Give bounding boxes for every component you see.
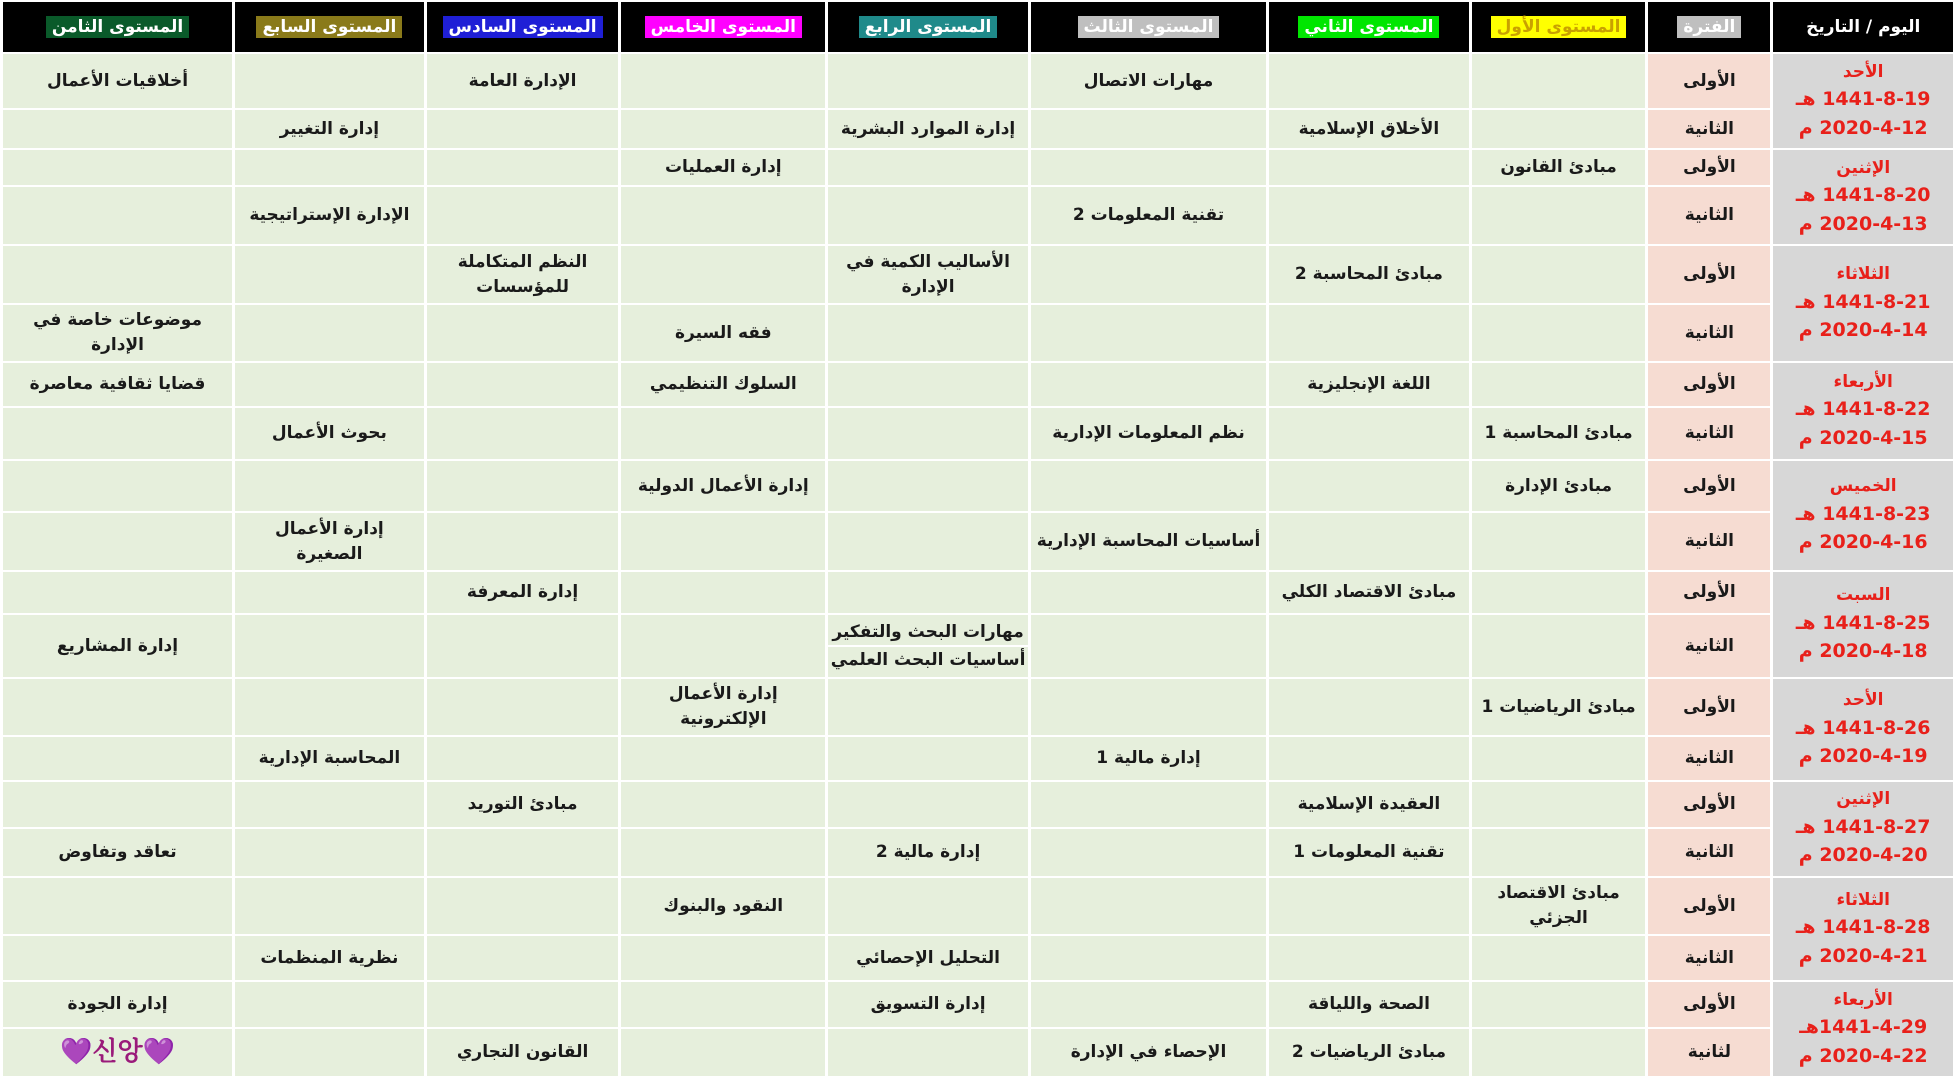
course-cell-level-2 (1269, 54, 1469, 108)
course-cell-level-6: الإدارة العامة (427, 54, 619, 108)
course-cell-level-2: تقنية المعلومات 1 (1269, 829, 1469, 876)
course-cell-level-5 (621, 615, 825, 677)
course-cell-level-3 (1031, 936, 1266, 980)
course-cell-level-2 (1269, 679, 1469, 735)
gregorian-date: 2020-4-14 م (1798, 319, 1928, 342)
course-cell-level-7 (235, 305, 424, 361)
period-cell: الأولى (1648, 878, 1770, 934)
course-cell-level-1 (1472, 572, 1646, 613)
date-cell (1773, 363, 1953, 459)
course-cell-level-2: مبادئ الاقتصاد الكلي (1269, 572, 1469, 613)
period-cell: الثانية (1648, 829, 1770, 876)
course-cell-level-3: إدارة مالية 1 (1031, 737, 1266, 779)
course-cell-level-1 (1472, 54, 1646, 108)
table-row (3, 408, 1953, 460)
course-cell-level-4 (828, 408, 1028, 460)
course-cell-level-5: إدارة العمليات (621, 150, 825, 185)
table-row (3, 572, 1953, 613)
header-level-2 (1269, 2, 1469, 52)
day-name: الثلاثاء (1836, 889, 1890, 910)
course-cell-level-4 (828, 363, 1028, 405)
hijri-date: 1441-8-28 هـ (1795, 916, 1931, 939)
course-cell-level-1 (1472, 615, 1646, 677)
course-cell-level-7 (235, 150, 424, 185)
table-row (3, 187, 1953, 244)
period-cell: لثانية (1648, 1029, 1770, 1076)
day-name: الأحد (1842, 61, 1884, 82)
course-cell-level-5 (621, 54, 825, 108)
course-cell-level-8 (3, 679, 232, 735)
header-period (1648, 2, 1770, 52)
course-cell-level-8: إدارة المشاريع (3, 615, 232, 677)
course-cell-level-5 (621, 829, 825, 876)
course-cell-level-1 (1472, 363, 1646, 405)
course-cell-level-1 (1472, 936, 1646, 980)
course-cell-level-2 (1269, 737, 1469, 779)
course-cell-level-4 (828, 782, 1028, 827)
table-row (3, 782, 1953, 827)
course-cell-level-5 (621, 187, 825, 244)
course-cell-level-1 (1472, 1029, 1646, 1076)
period-cell: الأولى (1648, 679, 1770, 735)
table-row (3, 982, 1953, 1028)
gregorian-date: 2020-4-20 م (1798, 844, 1928, 867)
course-cell-level-7 (235, 461, 424, 511)
course-cell-level-1 (1472, 513, 1646, 569)
course-cell-level-5: السلوك التنظيمي (621, 363, 825, 405)
gregorian-date: 2020-4-18 م (1798, 640, 1928, 663)
course-cell-level-7 (235, 363, 424, 405)
header-level-1 (1472, 2, 1646, 52)
table-row (3, 305, 1953, 361)
period-cell: الأولى (1648, 150, 1770, 185)
gregorian-date: 2020-4-22 م (1798, 1044, 1928, 1067)
course-cell-level-6 (427, 408, 619, 460)
course-cell-level-6 (427, 110, 619, 148)
table-row (3, 54, 1953, 108)
course-cell-level-4 (828, 572, 1028, 613)
header-level-5-label: المستوى الخامس (645, 16, 802, 38)
table-row (3, 829, 1953, 876)
table-row (3, 110, 1953, 148)
course-cell-level-4: إدارة مالية 2 (828, 829, 1028, 876)
course-cell-level-2 (1269, 878, 1469, 934)
course-cell-level-5 (621, 408, 825, 460)
course-cell-level-4 (828, 737, 1028, 779)
course-cell-level-3 (1031, 461, 1266, 511)
header-level-5 (621, 2, 825, 52)
day-name: الإثنين (1836, 789, 1891, 810)
table-row (3, 363, 1953, 405)
course-cell-level-4 (828, 615, 1028, 677)
date-cell (1773, 572, 1953, 677)
course-cell-level-4 (828, 54, 1028, 108)
course-cell-level-4 (828, 461, 1028, 511)
course-cell-level-5: فقه السيرة (621, 305, 825, 361)
course-cell-level-3 (1031, 829, 1266, 876)
table-row (3, 936, 1953, 980)
period-cell: الأولى (1648, 572, 1770, 613)
header-level-3-label: المستوى الثالث (1078, 16, 1220, 38)
course-cell-level-8: موضوعات خاصة في الإدارة (3, 305, 232, 361)
header-level-7-label: المستوى السابع (256, 16, 402, 38)
course-cell-level-8 (3, 110, 232, 148)
header-row (3, 2, 1953, 52)
course-cell-level-7 (235, 572, 424, 613)
course-cell-level-4 (828, 878, 1028, 934)
header-level-7 (235, 2, 424, 52)
course-cell-level-7 (235, 246, 424, 302)
day-name: الإثنين (1836, 157, 1891, 178)
course-cell-level-8 (3, 1029, 232, 1076)
period-cell: الثانية (1648, 187, 1770, 244)
course-cell-level-4: إدارة الموارد البشرية (828, 110, 1028, 148)
course-cell-level-4: التحليل الإحصائي (828, 936, 1028, 980)
course-cell-level-6 (427, 461, 619, 511)
course-cell-level-6 (427, 982, 619, 1028)
course-cell-level-1 (1472, 737, 1646, 779)
table-row (3, 878, 1953, 934)
table-row (3, 246, 1953, 302)
course-cell-level-8 (3, 408, 232, 460)
course-cell-level-2 (1269, 408, 1469, 460)
course-cell-level-7: نظرية المنظمات (235, 936, 424, 980)
course-cell-level-5 (621, 572, 825, 613)
course-cell-level-2: اللغة الإنجليزية (1269, 363, 1469, 405)
course-cell-level-8: إدارة الجودة (3, 982, 232, 1028)
period-cell: الثانية (1648, 305, 1770, 361)
course-name: مهارات البحث والتفكير (832, 621, 1024, 642)
course-cell-level-5 (621, 110, 825, 148)
period-cell: الأولى (1648, 246, 1770, 302)
course-cell-level-6 (427, 737, 619, 779)
watermark-badge: 💜신앙💜 (60, 1036, 176, 1067)
day-name: الخميس (1829, 476, 1897, 497)
course-cell-level-8: أخلاقيات الأعمال (3, 54, 232, 108)
course-cell-level-8 (3, 461, 232, 511)
header-period-label: الفترة (1677, 16, 1741, 38)
course-cell-level-8 (3, 878, 232, 934)
gregorian-date: 2020-4-21 م (1798, 944, 1928, 967)
course-cell-level-7 (235, 878, 424, 934)
period-cell: الثانية (1648, 615, 1770, 677)
course-cell-level-4 (828, 187, 1028, 244)
course-cell-level-1 (1472, 982, 1646, 1028)
course-cell-level-5 (621, 982, 825, 1028)
course-cell-level-5 (621, 1029, 825, 1076)
course-cell-level-4 (828, 150, 1028, 185)
course-cell-level-6: إدارة المعرفة (427, 572, 619, 613)
course-cell-level-6 (427, 513, 619, 569)
course-cell-level-8 (3, 513, 232, 569)
course-cell-level-2 (1269, 513, 1469, 569)
period-cell: الثانية (1648, 408, 1770, 460)
period-cell: الأولى (1648, 982, 1770, 1028)
table-row (3, 513, 1953, 569)
course-cell-level-1: مبادئ المحاسبة 1 (1472, 408, 1646, 460)
course-cell-level-7: بحوث الأعمال (235, 408, 424, 460)
course-cell-level-2: الصحة واللياقة (1269, 982, 1469, 1028)
course-cell-level-4: إدارة التسويق (828, 982, 1028, 1028)
course-cell-level-8 (3, 187, 232, 244)
course-cell-level-2: الأخلاق الإسلامية (1269, 110, 1469, 148)
period-cell: الثانية (1648, 936, 1770, 980)
table-row (3, 615, 1953, 677)
course-cell-level-2 (1269, 305, 1469, 361)
day-name: الأحد (1842, 690, 1884, 711)
course-cell-level-3: تقنية المعلومات 2 (1031, 187, 1266, 244)
hijri-date: 1441-8-27 هـ (1795, 815, 1931, 838)
course-cell-level-8 (3, 782, 232, 827)
course-cell-level-2 (1269, 936, 1469, 980)
course-cell-level-1 (1472, 829, 1646, 876)
course-cell-level-4 (828, 679, 1028, 735)
hijri-date: 1441-4-29هـ (1799, 1016, 1928, 1039)
date-cell (1773, 246, 1953, 361)
header-level-6 (427, 2, 619, 52)
period-cell: الأولى (1648, 363, 1770, 405)
header-level-2-label: المستوى الثاني (1298, 16, 1439, 38)
course-cell-level-2: العقيدة الإسلامية (1269, 782, 1469, 827)
gregorian-date: 2020-4-13 م (1798, 212, 1928, 235)
course-cell-level-7: المحاسبة الإدارية (235, 737, 424, 779)
course-cell-level-3 (1031, 305, 1266, 361)
course-cell-level-2 (1269, 150, 1469, 185)
course-cell-level-1 (1472, 305, 1646, 361)
course-cell-level-3: مهارات الاتصال (1031, 54, 1266, 108)
hijri-date: 1441-8-26 هـ (1795, 716, 1931, 739)
course-cell-level-7 (235, 829, 424, 876)
course-cell-level-6 (427, 829, 619, 876)
schedule-body (3, 54, 1953, 1076)
course-cell-level-1 (1472, 246, 1646, 302)
course-cell-level-3 (1031, 246, 1266, 302)
course-cell-level-7 (235, 615, 424, 677)
course-cell-level-1: مبادئ القانون (1472, 150, 1646, 185)
course-cell-level-3 (1031, 982, 1266, 1028)
date-cell (1773, 878, 1953, 980)
date-cell (1773, 679, 1953, 780)
course-name: أساسيات البحث العلمي (828, 645, 1028, 673)
course-cell-level-2 (1269, 615, 1469, 677)
course-cell-level-7 (235, 54, 424, 108)
table-row (3, 461, 1953, 511)
header-level-4 (828, 2, 1028, 52)
table-row (3, 679, 1953, 735)
course-cell-level-5: النقود والبنوك (621, 878, 825, 934)
day-name: الثلاثاء (1836, 264, 1890, 285)
header-level-1-label: المستوى الأول (1491, 16, 1627, 38)
course-cell-level-8 (3, 150, 232, 185)
course-cell-level-6 (427, 615, 619, 677)
gregorian-date: 2020-4-15 م (1798, 426, 1928, 449)
hijri-date: 1441-8-21 هـ (1795, 290, 1931, 313)
hijri-date: 1441-8-23 هـ (1795, 502, 1931, 525)
table-row (3, 737, 1953, 779)
course-cell-level-6 (427, 150, 619, 185)
period-cell: الثانية (1648, 737, 1770, 779)
course-cell-level-4 (828, 305, 1028, 361)
course-cell-level-7 (235, 782, 424, 827)
hijri-date: 1441-8-25 هـ (1795, 611, 1931, 634)
header-date (1773, 2, 1953, 52)
course-cell-level-3 (1031, 363, 1266, 405)
course-cell-level-8 (3, 572, 232, 613)
header-date-label: اليوم / التاريخ (1806, 17, 1921, 37)
hijri-date: 1441-8-22 هـ (1795, 398, 1931, 421)
header-level-3 (1031, 2, 1266, 52)
course-cell-level-5 (621, 513, 825, 569)
course-cell-level-1: مبادئ الرياضيات 1 (1472, 679, 1646, 735)
course-cell-level-3 (1031, 572, 1266, 613)
day-name: الأربعاء (1833, 989, 1893, 1010)
date-cell (1773, 782, 1953, 876)
course-cell-level-5 (621, 737, 825, 779)
course-cell-level-8: قضايا ثقافية معاصرة (3, 363, 232, 405)
course-cell-level-3 (1031, 782, 1266, 827)
table-row (3, 150, 1953, 185)
period-cell: الثانية (1648, 110, 1770, 148)
course-cell-level-7 (235, 1029, 424, 1076)
course-cell-level-5 (621, 936, 825, 980)
day-name: الأربعاء (1833, 371, 1893, 392)
course-cell-level-8: تعاقد وتفاوض (3, 829, 232, 876)
course-cell-level-6 (427, 305, 619, 361)
course-cell-level-6 (427, 679, 619, 735)
course-cell-level-3: الإحصاء في الإدارة (1031, 1029, 1266, 1076)
course-cell-level-2: مبادئ الرياضيات 2 (1269, 1029, 1469, 1076)
course-cell-level-5: إدارة الأعمال الإلكترونية (621, 679, 825, 735)
course-cell-level-6 (427, 936, 619, 980)
course-cell-level-6: مبادئ التوريد (427, 782, 619, 827)
gregorian-date: 2020-4-12 م (1798, 116, 1928, 139)
period-cell: الأولى (1648, 461, 1770, 511)
period-cell: الأولى (1648, 54, 1770, 108)
course-cell-level-2 (1269, 461, 1469, 511)
course-cell-level-3 (1031, 110, 1266, 148)
course-cell-level-1 (1472, 110, 1646, 148)
course-cell-level-3: نظم المعلومات الإدارية (1031, 408, 1266, 460)
period-cell: الأولى (1648, 782, 1770, 827)
course-cell-level-2: مبادئ المحاسبة 2 (1269, 246, 1469, 302)
course-cell-level-7: الإدارة الإستراتيجية (235, 187, 424, 244)
course-cell-level-8 (3, 737, 232, 779)
course-cell-level-7 (235, 679, 424, 735)
date-cell (1773, 982, 1953, 1076)
course-cell-level-7: إدارة الأعمال الصغيرة (235, 513, 424, 569)
course-cell-level-8 (3, 936, 232, 980)
course-cell-level-6: القانون التجاري (427, 1029, 619, 1076)
course-cell-level-1: مبادئ الإدارة (1472, 461, 1646, 511)
course-cell-level-6 (427, 187, 619, 244)
date-cell (1773, 461, 1953, 570)
course-cell-level-4: الأساليب الكمية في الإدارة (828, 246, 1028, 302)
day-name: السبت (1835, 585, 1891, 606)
course-cell-level-8 (3, 246, 232, 302)
course-cell-level-6 (427, 363, 619, 405)
date-cell (1773, 54, 1953, 148)
date-cell (1773, 150, 1953, 244)
course-cell-level-5: إدارة الأعمال الدولية (621, 461, 825, 511)
course-cell-level-7: إدارة التغيير (235, 110, 424, 148)
header-level-4-label: المستوى الرابع (859, 16, 998, 38)
header-level-8 (3, 2, 232, 52)
course-cell-level-6: النظم المتكاملة للمؤسسات (427, 246, 619, 302)
course-cell-level-6 (427, 878, 619, 934)
header-level-8-label: المستوى الثامن (46, 16, 189, 38)
course-cell-level-4 (828, 513, 1028, 569)
header-level-6-label: المستوى السادس (443, 16, 603, 38)
course-cell-level-3 (1031, 878, 1266, 934)
course-cell-level-3 (1031, 615, 1266, 677)
course-cell-level-7 (235, 982, 424, 1028)
course-cell-level-1 (1472, 782, 1646, 827)
course-cell-level-2 (1269, 187, 1469, 244)
course-cell-level-5 (621, 246, 825, 302)
gregorian-date: 2020-4-16 م (1798, 531, 1928, 554)
course-cell-level-3 (1031, 150, 1266, 185)
course-cell-level-3: أساسيات المحاسبة الإدارية (1031, 513, 1266, 569)
course-cell-level-4 (828, 1029, 1028, 1076)
gregorian-date: 2020-4-19 م (1798, 745, 1928, 768)
table-row (3, 1029, 1953, 1076)
period-cell: الثانية (1648, 513, 1770, 569)
hijri-date: 1441-8-20 هـ (1795, 184, 1931, 207)
course-cell-level-1: مبادئ الاقتصاد الجزئي (1472, 878, 1646, 934)
hijri-date: 1441-8-19 هـ (1795, 88, 1931, 111)
course-cell-level-3 (1031, 679, 1266, 735)
course-cell-level-1 (1472, 187, 1646, 244)
course-cell-level-5 (621, 782, 825, 827)
